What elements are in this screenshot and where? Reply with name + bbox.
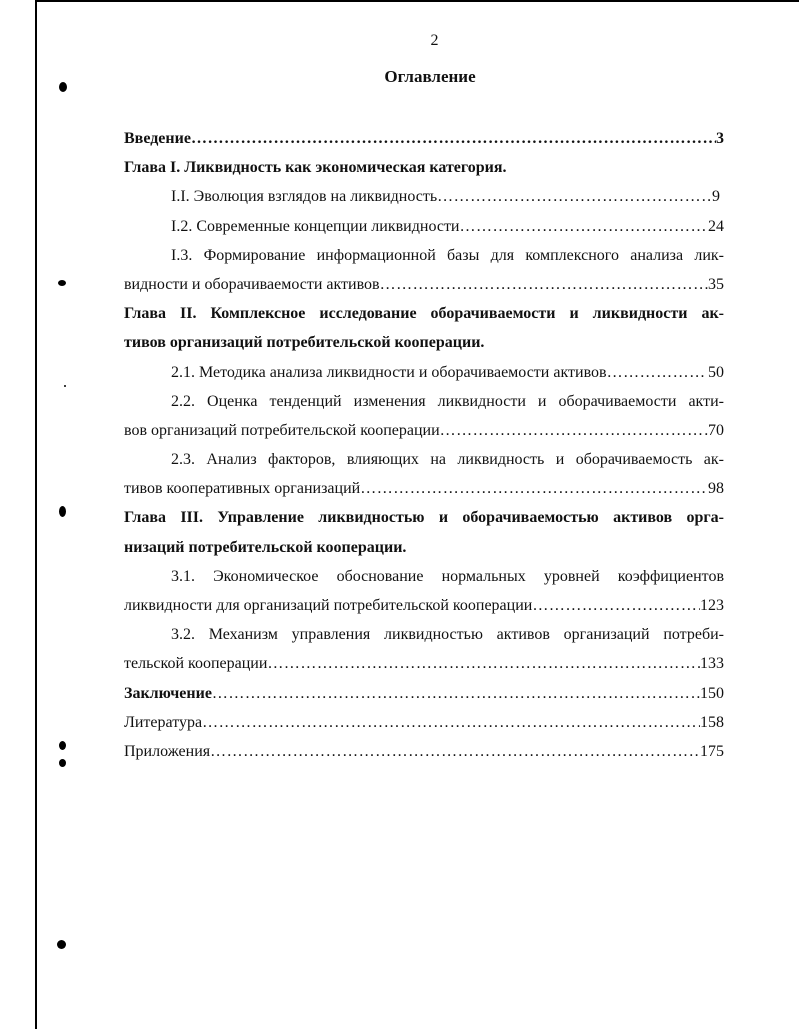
toc-entry-label: I.2. Современные концепции ликвидности [171,217,460,235]
scan-border-top [35,0,799,2]
toc-entry-label: тивов организаций потребительской кооперации. [124,334,485,352]
toc-page-number: 35 [708,275,724,293]
toc-chapter-2-cont[interactable] [124,328,724,357]
toc-entry-intro[interactable] [124,124,724,153]
dot-leader [607,358,704,387]
toc-entry-label: 3.2. Механизм управления ликвидностью активов организаций потреби- [171,626,724,644]
toc-entry-2-3[interactable] [124,445,724,474]
toc-entry-label: 2.1. Методика анализа ликвидности и оборачиваемости активов [171,363,607,381]
dot-leader [460,212,709,241]
toc-chapter-3[interactable] [124,503,724,532]
dot-leader [191,124,716,153]
toc-entry-3-1-cont[interactable] [124,591,724,620]
toc-entry-label: I.I. Эволюция взглядов на ликвидность [171,188,438,206]
dot-leader [440,416,708,445]
toc-entry-label: Заключение [124,684,212,702]
dot-leader [380,270,708,299]
page-title: Оглавление [384,67,476,86]
toc-page-number: 158 [700,713,724,731]
toc-page-number: 3 [716,130,724,147]
scan-mark-dot [57,940,66,949]
toc-page-number: 123 [700,597,724,614]
toc-entry-2-1[interactable] [124,358,724,387]
toc-entry-label: 3.1. Экономическое обоснование нормальных уровней коэффициентов [171,567,724,585]
table-of-contents [124,124,724,766]
toc-chapter-1[interactable] [124,153,724,182]
toc-entry-conclusion[interactable] [124,679,724,708]
toc-entry-label: Глава II. Комплексное исследование оборачиваемости и ликвидности ак- [124,305,724,323]
toc-entry-appendix[interactable] [124,737,724,766]
toc-entry-2-2-cont[interactable] [124,416,724,445]
toc-page-number: 150 [700,684,724,702]
toc-entry-label: низаций потребительской кооперации. [124,538,407,556]
scan-mark-dot [59,506,66,517]
toc-entry-label: ликвидности для организаций потребительской кооперации [124,597,533,614]
toc-page-number: 24 [708,217,724,235]
toc-page-number: 98 [708,480,724,498]
toc-entry-label: Введение [124,130,191,147]
toc-page-number: 70 [708,421,724,439]
dot-leader [267,649,700,678]
toc-entry-label: тивов кооперативных организаций [124,480,361,498]
toc-entry-3-1[interactable] [124,562,724,591]
dot-leader [212,679,700,708]
toc-entry-1-3[interactable] [124,241,724,270]
toc-entry-label: Глава III. Управление ликвидностью и оборачиваемостью активов орга- [124,509,724,527]
toc-entry-2-2[interactable] [124,387,724,416]
scan-mark-dot [64,385,66,387]
toc-chapter-2[interactable] [124,299,724,328]
scan-mark-dot [58,280,66,286]
toc-chapter-3-cont[interactable] [124,533,724,562]
toc-entry-literature[interactable] [124,708,724,737]
toc-entry-3-2[interactable] [124,620,724,649]
toc-page-number: 175 [700,742,724,760]
toc-entry-label: Литература [124,713,203,731]
scan-mark-dot [59,741,66,750]
scan-border-left [35,0,37,1029]
dot-leader [437,182,712,211]
toc-page-number: 133 [700,655,724,673]
toc-entry-label: 2.3. Анализ факторов, влияющих на ликвидность и оборачиваемость ак- [171,451,724,469]
toc-page-number: 50 [708,363,724,381]
toc-entry-label: видности и оборачиваемости активов [124,275,380,293]
toc-entry-label: 2.2. Оценка тенденций изменения ликвидности и оборачиваемости акти- [171,392,724,410]
toc-entry-1-3-cont[interactable] [124,270,724,299]
toc-entry-label: I.3. Формирование информационной базы для комплексного анализа лик- [171,246,724,264]
toc-entry-label: Приложения [124,742,211,760]
toc-entry-2-3-cont[interactable] [124,474,724,503]
scan-mark-dot [59,759,66,767]
toc-entry-label: тельской кооперации [124,655,268,673]
dot-leader [202,708,700,737]
toc-entry-label: Глава I. Ликвидность как экономическая категория. [124,159,507,177]
dot-leader [532,591,700,620]
dot-leader [210,737,700,766]
toc-entry-3-2-cont[interactable] [124,649,724,678]
toc-page-number: 9 [712,188,720,206]
page-number: 2 [430,32,439,49]
toc-entry-1-1[interactable] [124,182,724,211]
dot-leader [360,474,708,503]
toc-entry-label: вов организаций потребительской кооперации [124,421,440,439]
toc-entry-1-2[interactable] [124,212,724,241]
